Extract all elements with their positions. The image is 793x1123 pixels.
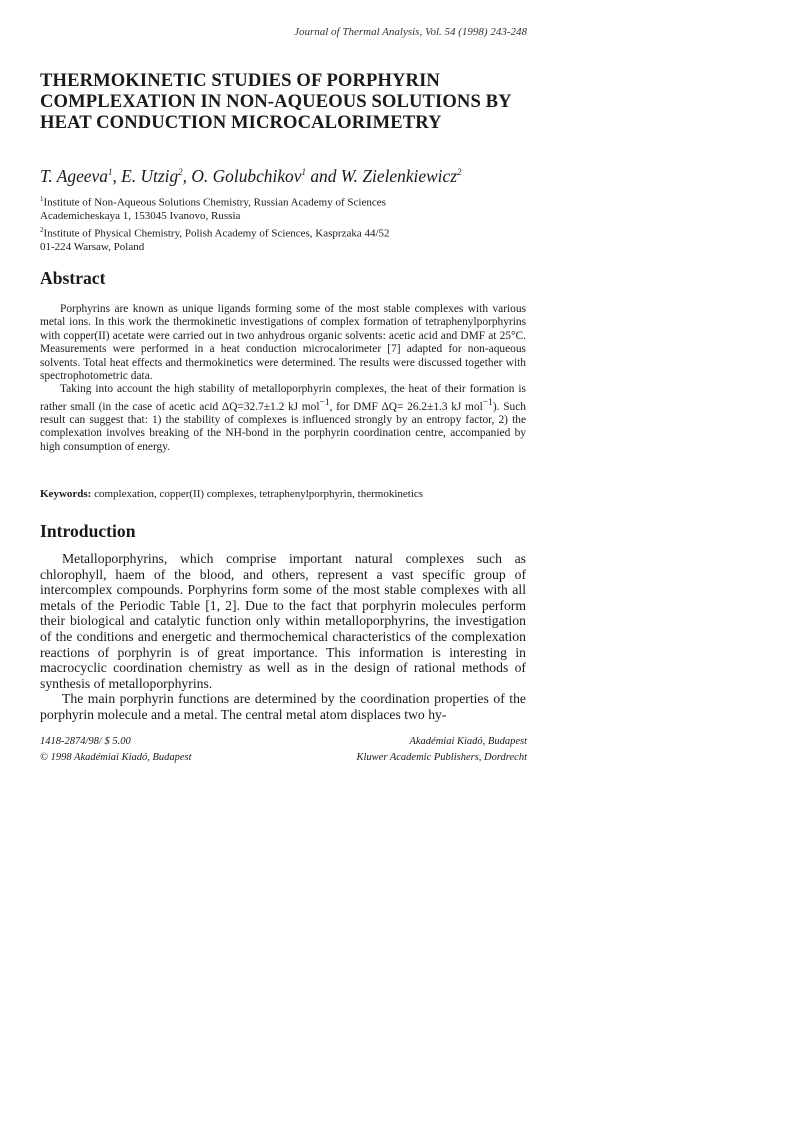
author-4-affil: 2	[457, 167, 462, 178]
author-2-affil: 2	[178, 167, 183, 178]
author-3-affil: 1	[301, 167, 306, 178]
abstract-heading: Abstract	[40, 268, 106, 288]
issn-price: 1418-2874/98/ $ 5.00	[40, 736, 131, 747]
publisher-2: Kluwer Academic Publishers, Dordrecht	[356, 752, 527, 763]
publisher-1: Akadémiai Kiadó, Budapest	[409, 736, 527, 747]
abstract-paragraph-1: Porphyrins are known as unique ligands forming some of the most stable complexes with various metal ions. In this work the thermokinetic investigations of complex formation of tetraphenylporphyrins with copper(II) acetate were carried out in two anhydrous organic solvents: acetic acid and DMF at 25°C. Measurements were performed in a heat conduction microcalorimeter [7] adapted for non-aqueous solvents. Total heat effects and thermokinetics were determined. The results were discussed together with spectrophotometric data.	[40, 303, 526, 383]
affiliation-1: $^1$Institute of Non-Aqueous Solutions Chemistry, Russian Academy of Sciences	[40, 195, 386, 209]
author-4: W. Zielenkiewicz	[340, 166, 458, 186]
title-line-1: THERMOKINETIC STUDIES OF PORPHYRIN	[40, 70, 440, 91]
title-line-3: HEAT CONDUCTION MICROCALORIMETRY	[40, 112, 442, 133]
keywords-text: complexation, copper(II) complexes, tetraphenylporphyrin, thermokinetics	[91, 488, 424, 500]
article-title	[40, 70, 560, 133]
affiliations	[40, 193, 500, 255]
footer-right	[356, 734, 527, 766]
author-1: T. Ageeva	[40, 166, 108, 186]
introduction-heading: Introduction	[40, 521, 136, 541]
affiliation-2-address: 01-224 Warsaw, Poland	[40, 241, 145, 254]
copyright: © 1998 Akadémiai Kiadó, Budapest	[40, 752, 192, 763]
author-list: T. Ageeva$^1$, E. Utzig$^2$, O. Golubchikov$^1$ and W. Zielenkiewicz$^2$	[40, 166, 462, 186]
abstract-paragraph-2: Taking into account the high stability of metalloporphyrin complexes, the heat of their formation is rather small (in the case of acetic acid ΔQ=32.7±1.2 kJ mol$^{-1}$, for DMF ΔQ= 26.2±1.3 kJ mol$^{-1}$). Such result can suggest that: 1) the stability of complexes is influenced strongly by an entropy factor, 2) the complexation involves breaking of the NH-bond in the porphyrin coordination centre, accompanied by high consumption of energy.	[40, 383, 526, 453]
author-2: E. Utzig	[121, 166, 179, 186]
author-1-affil: 1	[107, 167, 113, 178]
affiliation-2: $^2$Institute of Physical Chemistry, Polish Academy of Sciences, Kasprzaka 44/52	[40, 225, 390, 240]
intro-paragraph-1: Metalloporphyrins, which comprise important natural complexes such as chlorophyll, haem of the blood, and others, represent a vast specific group of intercomplex compounds. Porphyrins form some of the most stable complexes with all metals of the Periodic Table [1, 2]. Due to the fact that porphyrin molecules perform their biological and catalytic function only within metalloporphyrins, the investigation of the conditions and energetic and thermochemical characteristics of the complexation reactions of porphyrin is of great importance. This information is interesting in macrocyclic coordination chemistry as well as in the design of rational methods of synthesis of metalloporphyrins.	[40, 551, 526, 691]
keywords	[40, 488, 526, 500]
keywords-label: Keywords:	[40, 488, 92, 500]
author-3: O. Golubchikov	[191, 166, 302, 186]
abstract-body	[40, 303, 526, 454]
footer-left	[40, 734, 192, 766]
introduction-body	[40, 551, 526, 723]
journal-citation: Journal of Thermal Analysis, Vol. 54 (1998) 243-248	[294, 26, 527, 38]
title-line-2: COMPLEXATION IN NON-AQUEOUS SOLUTIONS BY	[40, 91, 512, 112]
affiliation-1-address: Academicheskaya 1, 153045 Ivanovo, Russia	[40, 210, 241, 223]
intro-paragraph-2: The main porphyrin functions are determined by the coordination properties of the porphyrin molecule and a metal. The central metal atom displaces two hy-	[40, 691, 526, 722]
